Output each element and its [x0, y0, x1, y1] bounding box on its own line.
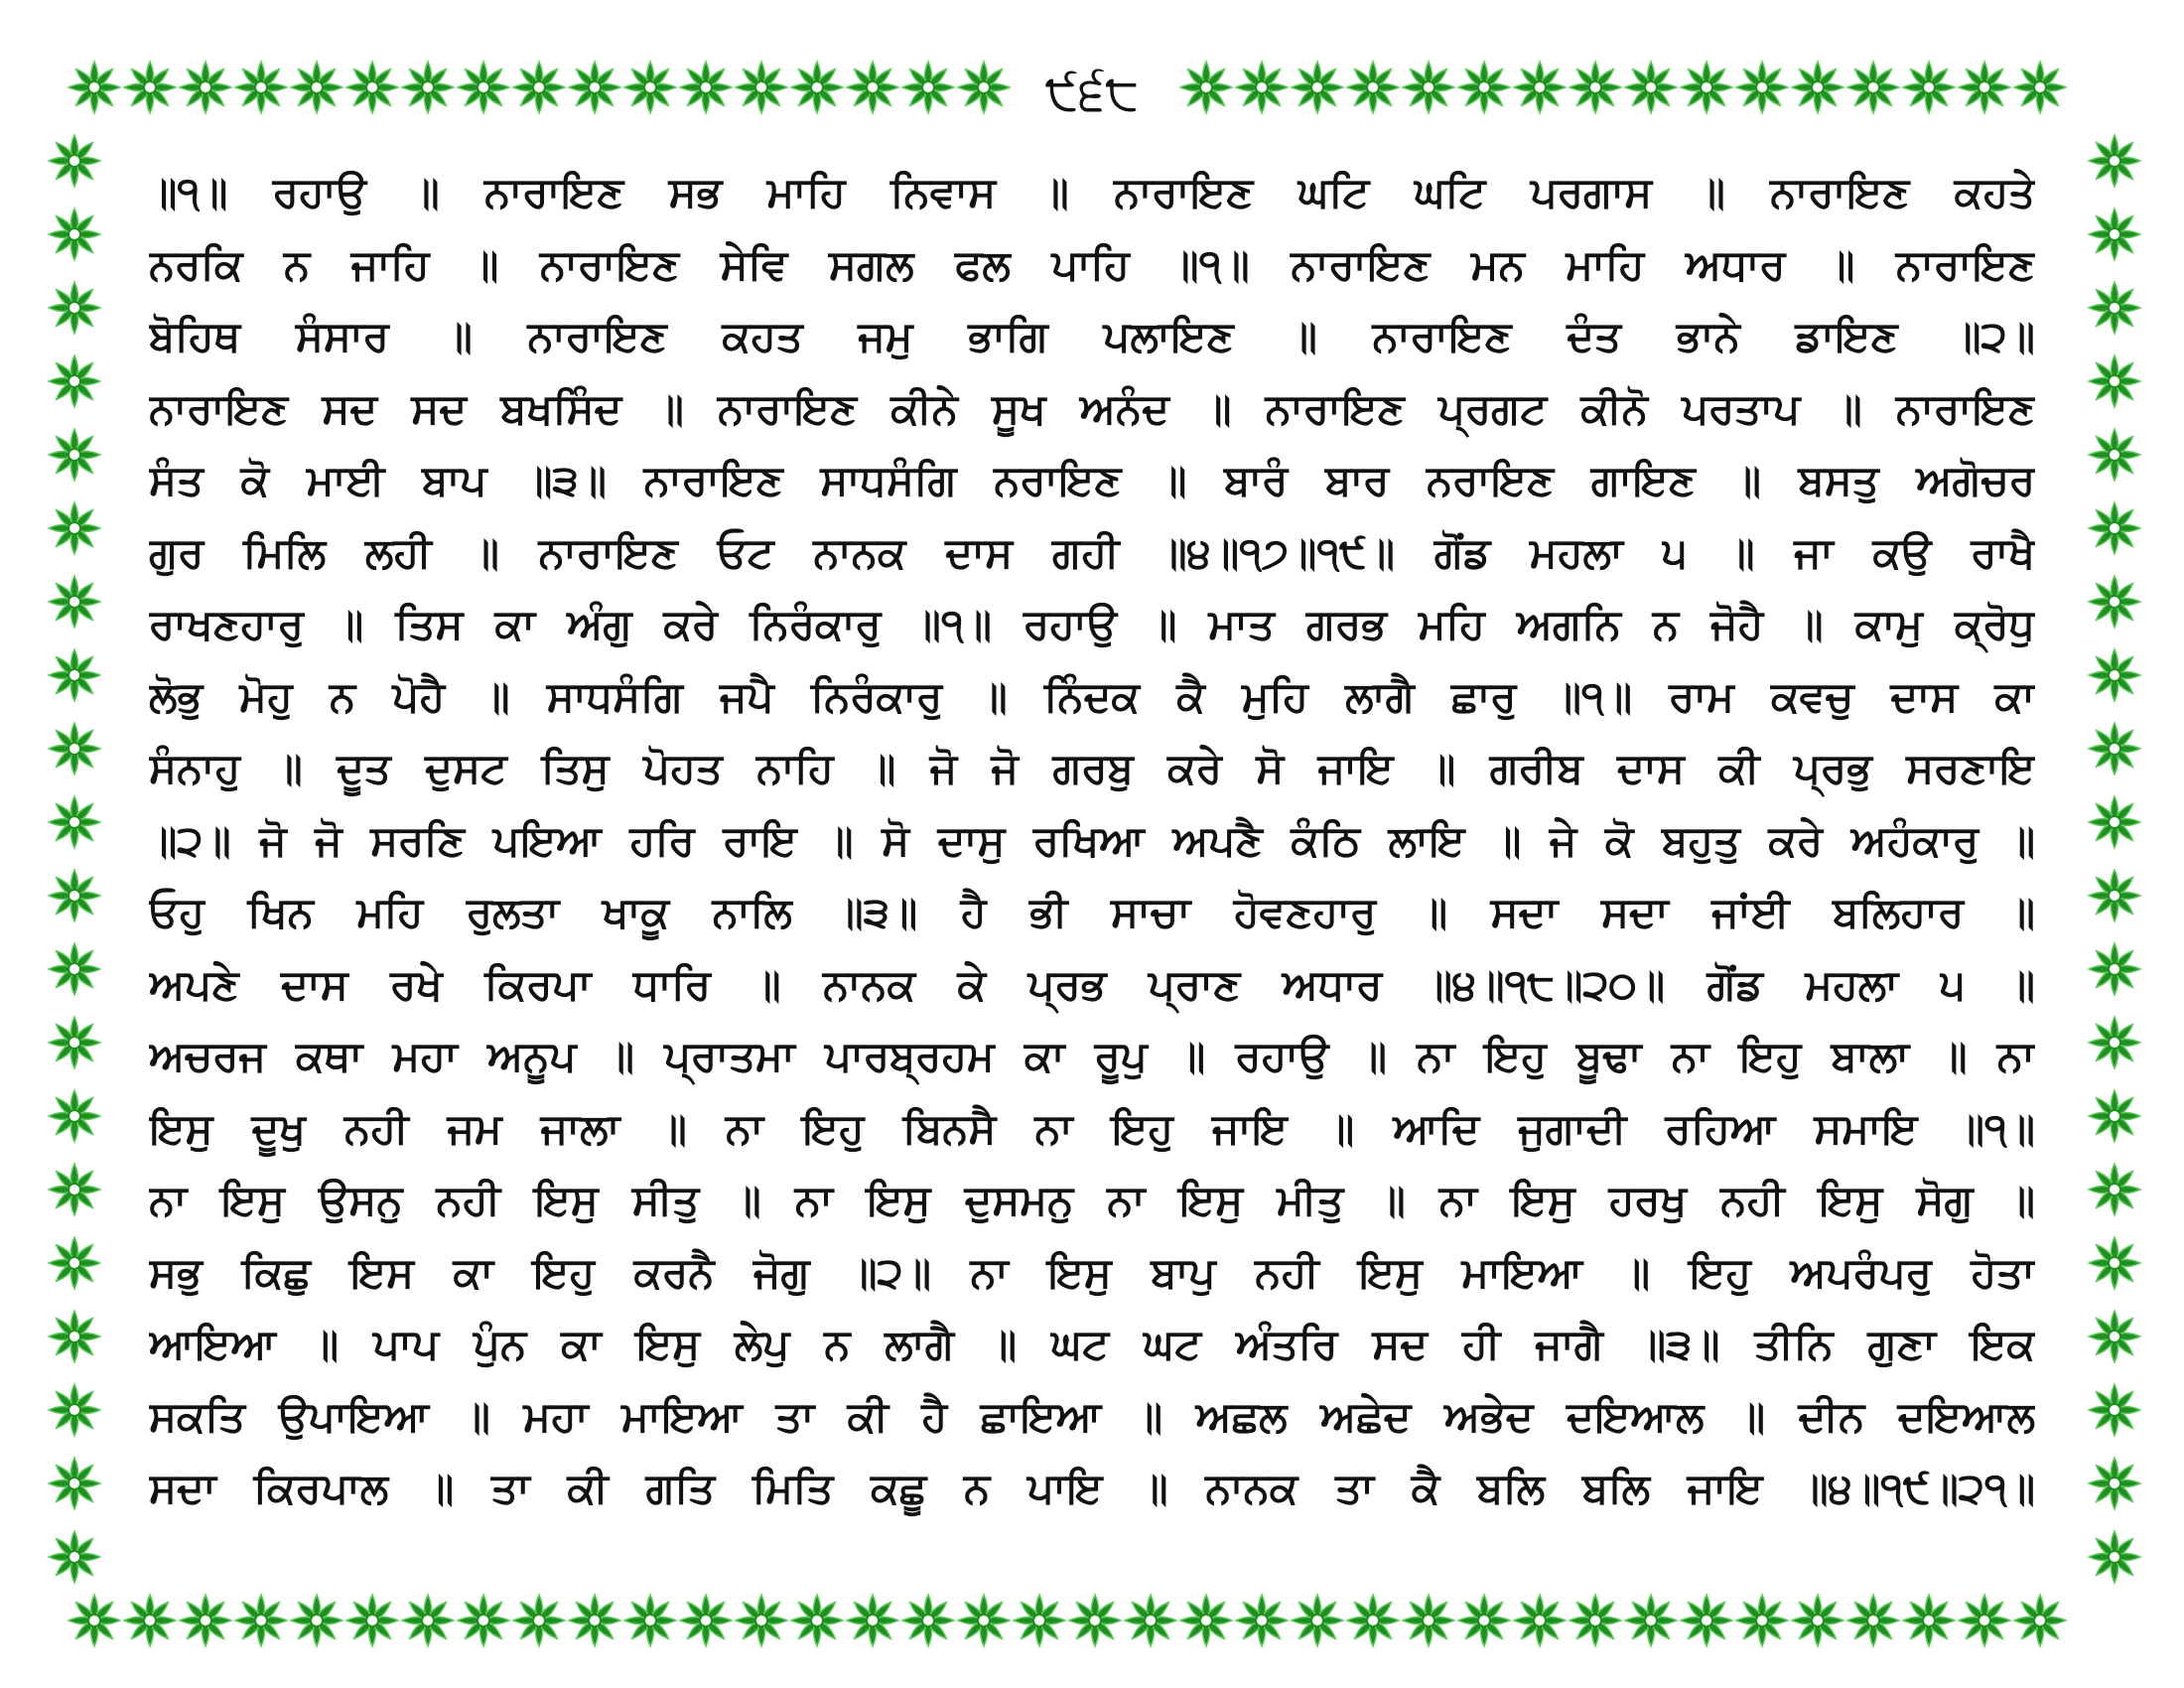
flower-ornament: [2089, 1017, 2140, 1068]
flower-ornament: [1681, 1595, 1732, 1646]
flower-ornament: [1625, 62, 1677, 113]
flower-ornament: [680, 62, 732, 113]
flower-ornament: [2089, 1531, 2140, 1583]
text-line: ॥੧॥ ਰਹਾਉ ॥ ਨਾਰਾਇਣ ਸਭ ਮਾਹਿ ਨਿਵਾਸ ॥ ਨਾਰਾਇਣ ਘਟਿ ਘਟਿ ਪਰਗਾਸ ॥ ਨਾਰਾਇਣ ਕਹਤੇ: [149, 168, 2035, 216]
flower-ornament: [1347, 1595, 1399, 1646]
flower-ornament: [291, 1595, 342, 1646]
flower-ornament: [1681, 62, 1732, 113]
flower-ornament: [49, 1237, 100, 1289]
flower-ornament: [736, 62, 787, 113]
flower-ornament: [49, 1164, 100, 1215]
text-line: ਅਪਣੇ ਦਾਸ ਰਖੇ ਕਿਰਪਾ ਧਾਰਿ ॥ ਨਾਨਕ ਕੇ ਪ੍ਰਭ ਪ੍ਰਾਣ ਅਧਾਰ ॥੪॥੧੮॥੨੦॥ ਗੋਂਡ ਮਹਲਾ ੫ ॥: [149, 959, 2035, 1009]
flower-ornament: [1514, 62, 1566, 113]
text-line: ਸਕਤਿ ਉਪਾਇਆ ॥ ਮਹਾ ਮਾਇਆ ਤਾ ਕੀ ਹੈ ਛਾਇਆ ॥ ਅਛਲ ਅਛੇਦ ਅਭੇਦ ਦਇਆਲ ॥ ਦੀਨ ਦਇਆਲ: [149, 1391, 2035, 1441]
flower-ornament: [49, 943, 100, 995]
flower-ornament: [1625, 1595, 1677, 1646]
text-line: ਨਾਰਾਇਣ ਸਦ ਸਦ ਬਖਸਿੰਦ ॥ ਨਾਰਾਇਣ ਕੀਨੇ ਸੂਖ ਅਨੰਦ ॥ ਨਾਰਾਇਣ ਪ੍ਰਗਟ ਕੀਨੋ ਪਰਤਾਪ ॥ ਨਾਰਾਇਣ: [149, 383, 2035, 433]
flower-ornament: [235, 1595, 287, 1646]
text-line: ਨਰਕਿ ਨ ਜਾਹਿ ॥ ਨਾਰਾਇਣ ਸੇਵਿ ਸਗਲ ਫਲ ਪਾਹਿ ॥੧॥ ਨਾਰਾਇਣ ਮਨ ਮਾਹਿ ਅਧਾਰ ॥ ਨਾਰਾਇਣ: [149, 239, 2035, 289]
flower-ornament: [1903, 62, 1955, 113]
flower-ornament: [2089, 796, 2140, 848]
text-line: ਓਹੁ ਖਿਨ ਮਹਿ ਰੁਲਤਾ ਖਾਕੂ ਨਾਲਿ ॥੩॥ ਹੈ ਭੀ ਸਾਚਾ ਹੋਵਣਹਾਰੁ ॥ ਸਦਾ ਸਦਾ ਜਾਂਈ ਬਲਿਹਾਰ ॥: [149, 888, 2035, 936]
flower-ornament: [847, 62, 898, 113]
flower-ornament: [2089, 943, 2140, 995]
flower-ornament: [458, 1595, 509, 1646]
flower-ornament: [49, 1458, 100, 1509]
flower-ornament: [847, 1595, 898, 1646]
flower-ornament: [68, 62, 120, 113]
flower-ornament: [1736, 1595, 1788, 1646]
flower-ornament: [458, 62, 509, 113]
flower-ornament: [2089, 1311, 2140, 1362]
flower-ornament: [569, 62, 620, 113]
flower-ornament: [1570, 62, 1621, 113]
flower-ornament: [49, 429, 100, 481]
flower-ornament: [402, 1595, 454, 1646]
flower-ornament: [1736, 62, 1788, 113]
flower-ornament: [49, 649, 100, 701]
flower-ornament: [2089, 282, 2140, 334]
flower-ornament: [49, 1090, 100, 1142]
flower-ornament: [49, 282, 100, 334]
text-line: ਅਚਰਜ ਕਥਾ ਮਹਾ ਅਨੂਪ ॥ ਪ੍ਰਾਤਮਾ ਪਾਰਬ੍ਰਹਮ ਕਾ ਰੂਪੁ ॥ ਰਹਾਉ ॥ ਨਾ ਇਹੁ ਬੂਢਾ ਨਾ ਇਹੁ ਬਾਲਾ ॥ ਨਾ: [149, 1032, 2035, 1080]
flower-ornament: [624, 1595, 676, 1646]
flower-ornament: [680, 1595, 732, 1646]
flower-ornament: [49, 870, 100, 921]
flower-ornament: [1570, 1595, 1621, 1646]
flower-ornament: [1903, 1595, 1955, 1646]
flower-ornament: [180, 1595, 231, 1646]
flower-ornament: [902, 1595, 954, 1646]
flower-ornament: [1292, 62, 1343, 113]
flower-ornament: [2089, 135, 2140, 187]
flower-ornament: [1292, 1595, 1343, 1646]
flower-ornament: [2089, 1090, 2140, 1142]
flower-ornament: [2089, 429, 2140, 481]
flower-ornament: [49, 1017, 100, 1068]
flower-ornament: [791, 1595, 843, 1646]
flower-ornament: [1180, 62, 1232, 113]
scripture-text-block: [149, 157, 2035, 1525]
text-line: ॥੨॥ ਜੋ ਜੋ ਸਰਣਿ ਪਇਆ ਹਰਿ ਰਾਇ ॥ ਸੋ ਦਾਸੁ ਰਖਿਆ ਅਪਣੈ ਕੰਠਿ ਲਾਇ ॥ ਜੇ ਕੋ ਬਹੁਤੁ ਕਰੇ ਅਹੰਕਾਰੁ ॥: [149, 815, 2035, 865]
flower-ornament: [1847, 1595, 1899, 1646]
flower-ornament: [402, 62, 454, 113]
flower-ornament: [1347, 62, 1399, 113]
flower-ornament: [1458, 1595, 1510, 1646]
flower-ornament: [180, 62, 231, 113]
flower-ornament: [49, 135, 100, 187]
flower-ornament: [2089, 576, 2140, 628]
flower-ornament: [49, 355, 100, 407]
flower-ornament: [49, 209, 100, 260]
text-line: ਨਾ ਇਸੁ ਉਸਨੁ ਨਹੀ ਇਸੁ ਸੀਤੁ ॥ ਨਾ ਇਸੁ ਦੁਸਮਨੁ ਨਾ ਇਸੁ ਮੀਤੁ ॥ ਨਾ ਇਸੁ ਹਰਖੁ ਨਹੀ ਇਸੁ ਸੋਗੁ ॥: [149, 1176, 2035, 1224]
flower-ornament: [1403, 62, 1454, 113]
flower-ornament: [49, 576, 100, 628]
flower-ornament: [1014, 1595, 1065, 1646]
flower-ornament: [1069, 1595, 1121, 1646]
flower-ornament: [902, 62, 954, 113]
text-line: ਰਾਖਣਹਾਰੁ ॥ ਤਿਸ ਕਾ ਅੰਗੁ ਕਰੇ ਨਿਰੰਕਾਰੁ ॥੧॥ ਰਹਾਉ ॥ ਮਾਤ ਗਰਭ ਮਹਿ ਅਗਨਿ ਨ ਜੋਹੈ ॥ ਕਾਮੁ ਕ੍ਰੋਧੁ: [149, 600, 2035, 648]
flower-ornament: [736, 1595, 787, 1646]
flower-ornament: [124, 62, 176, 113]
flower-ornament: [2089, 355, 2140, 407]
flower-ornament: [1792, 62, 1843, 113]
flower-ornament: [2089, 1237, 2140, 1289]
flower-ornament: [49, 1311, 100, 1362]
text-line: ਗੁਰ ਮਿਲਿ ਲਹੀ ॥ ਨਾਰਾਇਣ ਓਟ ਨਾਨਕ ਦਾਸ ਗਹੀ ॥੪॥੧੭॥੧੯॥ ਗੋਂਡ ਮਹਲਾ ੫ ॥ ਜਾ ਕਉ ਰਾਖੈ: [149, 527, 2035, 577]
flower-ornament: [2089, 649, 2140, 701]
flower-ornament: [1847, 62, 1899, 113]
flower-ornament: [2014, 1595, 2066, 1646]
flower-ornament: [2089, 723, 2140, 774]
text-line: ਲੋਭੁ ਮੋਹੁ ਨ ਪੋਹੈ ॥ ਸਾਧਸੰਗਿ ਜਪੈ ਨਿਰੰਕਾਰੁ ॥ ਨਿੰਦਕ ਕੈ ਮੁਹਿ ਲਾਗੈ ਛਾਰੁ ॥੧॥ ਰਾਮ ਕਵਚੁ ਦਾਸ ਕਾ: [149, 671, 2035, 721]
flower-ornament: [124, 1595, 176, 1646]
flower-ornament: [958, 62, 1010, 113]
flower-ornament: [1458, 62, 1510, 113]
flower-ornament: [2014, 62, 2066, 113]
flower-ornament: [2089, 870, 2140, 921]
flower-ornament: [1792, 1595, 1843, 1646]
text-line: ਸੰਤ ਕੋ ਮਾਈ ਬਾਪ ॥੩॥ ਨਾਰਾਇਣ ਸਾਧਸੰਗਿ ਨਰਾਇਣ ॥ ਬਾਰੰ ਬਾਰ ਨਰਾਇਣ ਗਾਇਣ ॥ ਬਸਤੁ ਅਗੋਚਰ: [149, 456, 2035, 504]
flower-ornament: [49, 1384, 100, 1436]
flower-ornament: [2089, 502, 2140, 554]
flower-ornament: [1959, 62, 2010, 113]
flower-ornament: [1403, 1595, 1454, 1646]
flower-ornament: [346, 62, 398, 113]
flower-ornament: [49, 723, 100, 774]
flower-ornament: [1125, 1595, 1176, 1646]
flower-ornament: [49, 502, 100, 554]
flower-ornament: [1236, 62, 1288, 113]
flower-ornament: [1514, 1595, 1566, 1646]
flower-ornament: [2089, 209, 2140, 260]
flower-ornament: [624, 62, 676, 113]
flower-ornament: [1236, 1595, 1288, 1646]
flower-ornament: [2089, 1458, 2140, 1509]
flower-ornament: [958, 1595, 1010, 1646]
flower-ornament: [1180, 1595, 1232, 1646]
flower-ornament: [49, 796, 100, 848]
flower-ornament: [513, 62, 565, 113]
text-line: ਇਸੁ ਦੂਖੁ ਨਹੀ ਜਮ ਜਾਲਾ ॥ ਨਾ ਇਹੁ ਬਿਨਸੈ ਨਾ ਇਹੁ ਜਾਇ ॥ ਆਦਿ ਜੁਗਾਦੀ ਰਹਿਆ ਸਮਾਇ ॥੧॥: [149, 1103, 2035, 1153]
text-line: ਬੋਹਿਥ ਸੰਸਾਰ ॥ ਨਾਰਾਇਣ ਕਹਤ ਜਮੁ ਭਾਗਿ ਪਲਾਇਣ ॥ ਨਾਰਾਇਣ ਦੰਤ ਭਾਨੇ ਡਾਇਣ ॥੨॥: [149, 312, 2035, 360]
flower-ornament: [235, 62, 287, 113]
flower-ornament: [513, 1595, 565, 1646]
flower-ornament: [2089, 1164, 2140, 1215]
text-line: ਸੰਨਾਹੁ ॥ ਦੂਤ ਦੁਸਟ ਤਿਸੁ ਪੋਹਤ ਨਾਹਿ ॥ ਜੋ ਜੋ ਗਰਬੁ ਕਰੇ ਸੋ ਜਾਇ ॥ ਗਰੀਬ ਦਾਸ ਕੀ ਪ੍ਰਭੁ ਸਰਣਾਇ: [149, 744, 2035, 792]
text-line: ਸਦਾ ਕਿਰਪਾਲ ॥ ਤਾ ਕੀ ਗਤਿ ਮਿਤਿ ਕਛੂ ਨ ਪਾਇ ॥ ਨਾਨਕ ਤਾ ਕੈ ਬਲਿ ਬਲਿ ਜਾਇ ॥੪॥੧੯॥੨੧॥: [149, 1464, 2035, 1512]
flower-ornament: [49, 1531, 100, 1583]
text-line: ਆਇਆ ॥ ਪਾਪ ਪੁੰਨ ਕਾ ਇਸੁ ਲੇਪੁ ਨ ਲਾਗੈ ॥ ਘਟ ਘਟ ਅੰਤਰਿ ਸਦ ਹੀ ਜਾਗੈ ॥੩॥ ਤੀਨਿ ਗੁਣਾ ਇਕ: [149, 1320, 2035, 1368]
flower-ornament: [791, 62, 843, 113]
text-line: ਸਭੁ ਕਿਛੁ ਇਸ ਕਾ ਇਹੁ ਕਰਨੈ ਜੋਗੁ ॥੨॥ ਨਾ ਇਸੁ ਬਾਪੁ ਨਹੀ ਇਸੁ ਮਾਇਆ ॥ ਇਹੁ ਅਪਰੰਪਰੁ ਹੋਤਾ: [149, 1247, 2035, 1297]
flower-ornament: [68, 1595, 120, 1646]
flower-ornament: [569, 1595, 620, 1646]
flower-ornament: [346, 1595, 398, 1646]
flower-ornament: [291, 62, 342, 113]
page-number: ੯੬੮: [1032, 58, 1152, 127]
flower-ornament: [2089, 1384, 2140, 1436]
flower-ornament: [1959, 1595, 2010, 1646]
